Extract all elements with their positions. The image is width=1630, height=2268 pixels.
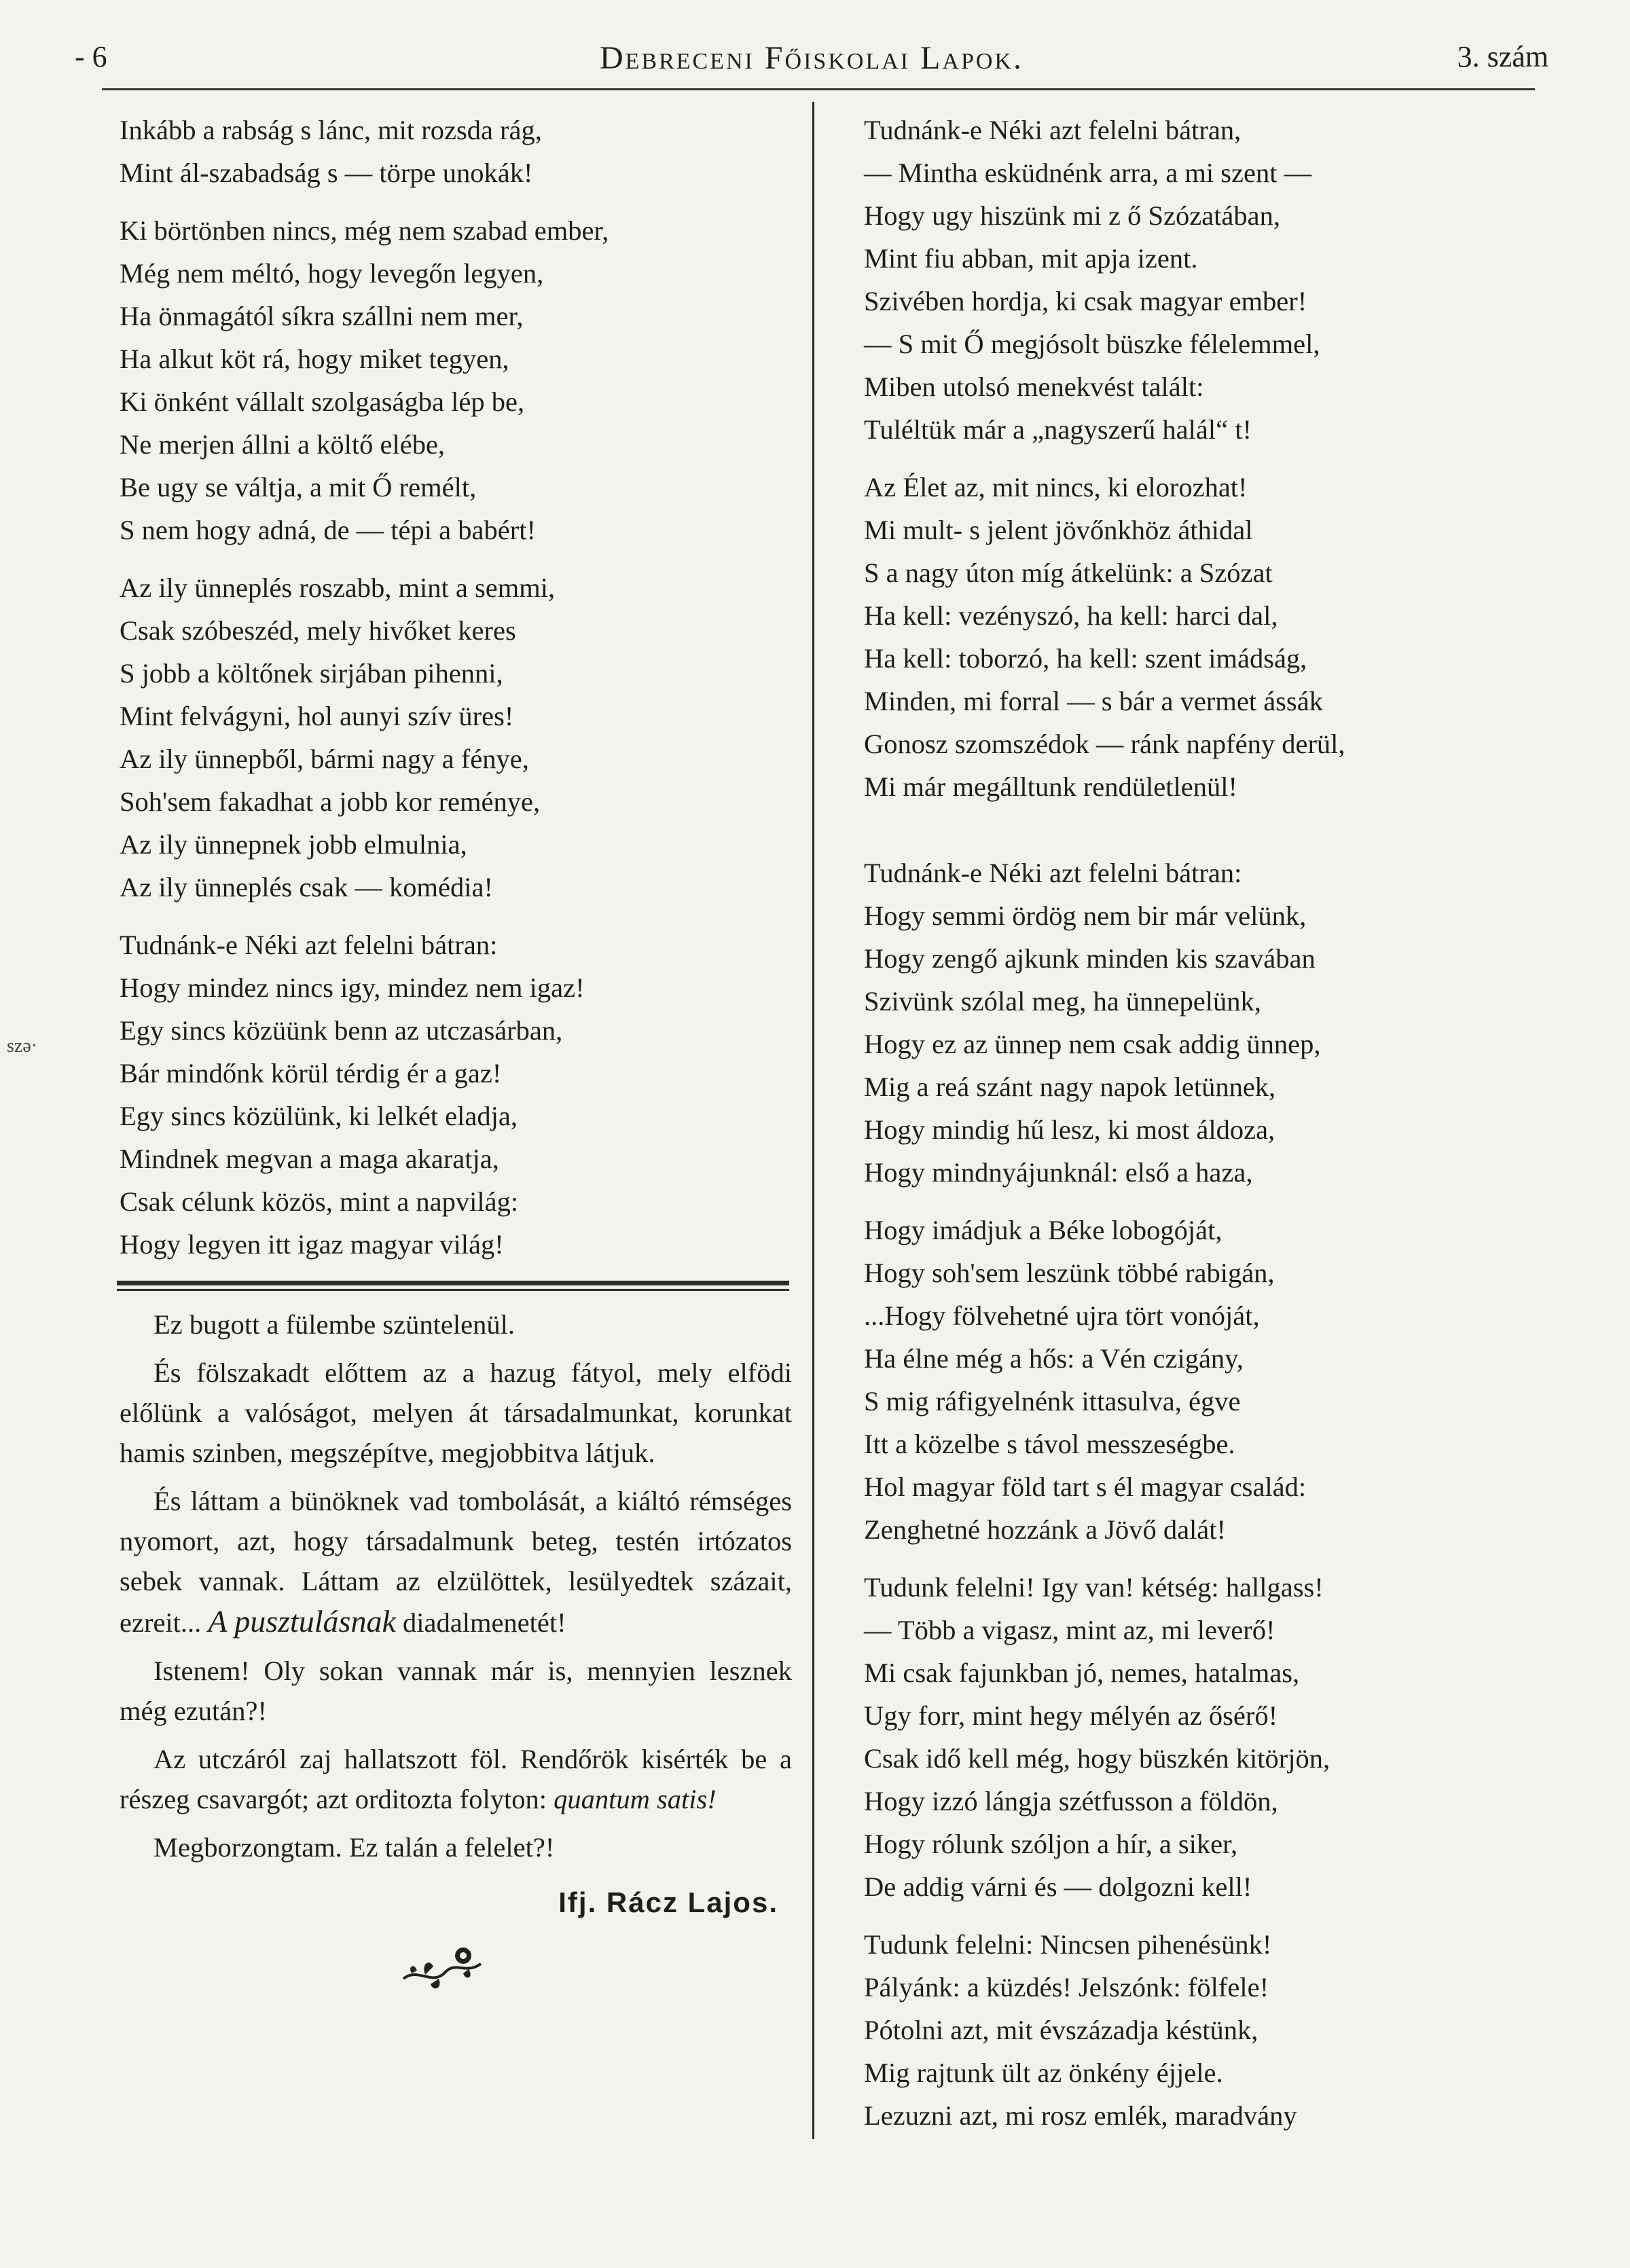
poem-line: S a nagy úton míg átkelünk: a Szózat — [864, 557, 1273, 588]
paragraph — [120, 1481, 792, 1643]
poem-line: Mig a reá szánt nagy napok letünnek, — [864, 1072, 1276, 1102]
journal-title: Debreceni Főiskolai Lapok. — [599, 40, 1024, 76]
poem-line: Ne merjen állni a költő elébe, — [120, 429, 446, 460]
poem-line: S nem hogy adná, de — tépi a babért! — [120, 515, 536, 545]
prose-section — [120, 1304, 792, 1867]
poem-line: Szivünk szólal meg, ha ünnepelünk, — [864, 986, 1261, 1017]
poem-line: Hol magyar föld tart s él magyar család: — [864, 1471, 1307, 1502]
poem-line: De addig várni és — dolgozni kell! — [864, 1871, 1252, 1902]
poem-line: Ha önmagától síkra szállni nem mer, — [120, 301, 524, 331]
poem-line: Ha élne még a hős: a Vén czigány, — [864, 1343, 1244, 1374]
poem-line: ...Hogy fölvehetné ujra tört vonóját, — [864, 1300, 1260, 1331]
poem-line: Hogy izzó lángja szétfusson a földön, — [864, 1786, 1278, 1816]
header-rule — [102, 88, 1535, 90]
left-column — [120, 109, 792, 1997]
paragraph: És fölszakadt előttem az a hazug fátyol, mely elfödi előlünk a valóságot, melyen át társadalmunkat, korunkat hamis szinben, megszépítve, megjobbitva látjuk. — [120, 1357, 792, 1468]
poem-line: Hogy mindez nincs igy, mindez nem igaz! — [120, 972, 585, 1003]
poem-stanza — [120, 923, 792, 1266]
poem-line: Mi mult- s jelent jövőnkhöz áthidal — [864, 515, 1253, 545]
poem-line: Pótolni azt, mit évszázadja késtünk, — [864, 2015, 1258, 2045]
poem-line: Tudunk felelni: Nincsen pihenésünk! — [864, 1929, 1272, 1960]
poem-line: Tudunk felelni! Igy van! kétség: hallgass! — [864, 1572, 1324, 1603]
issue-number: 3. szám — [1457, 40, 1548, 73]
poem-line: Gonosz szomszédok — ránk napfény derül, — [864, 729, 1345, 759]
section-divider — [117, 1281, 789, 1291]
poem-line: Az ily ünneplés roszabb, mint a semmi, — [120, 572, 556, 603]
poem-line: Ha alkut köt rá, hogy miket tegyen, — [120, 344, 509, 374]
poem-line: Hogy ez az ünnep nem csak addig ünnep, — [864, 1029, 1321, 1059]
poem-stanza — [864, 1209, 1516, 1551]
poem-line: Lezuzni azt, mi rosz emlék, maradvány — [864, 2100, 1297, 2131]
poem-line: Tuléltük már a „nagyszerű halál“ t! — [864, 414, 1252, 445]
paragraph-text: diadalmenetét! — [403, 1607, 566, 1638]
poem-line: Mint ál-szabadság s — törpe unokák! — [120, 158, 533, 188]
paragraph: Istenem! Oly sokan vannak már is, mennyien lesznek még ezután?! — [120, 1656, 792, 1726]
poem-line: Az ily ünnepből, bármi nagy a fénye, — [120, 744, 529, 774]
poem-stanza — [864, 109, 1516, 451]
poem-stanza — [864, 1566, 1516, 1908]
poem-line: Mig rajtunk ült az önkény éjjele. — [864, 2057, 1223, 2088]
poem-line: Inkább a rabság s lánc, mit rozsda rág, — [120, 115, 542, 145]
poem-line: Csak idő kell még, hogy büszkén kitörjön, — [864, 1743, 1330, 1774]
margin-annotation: szə· — [7, 1036, 38, 1057]
poem-line: Hogy soh'sem leszünk többé rabigán, — [864, 1258, 1275, 1288]
poem-line: — Több a vigasz, mint az, mi leverő! — [864, 1615, 1275, 1645]
poem-line: Miben utolsó menekvést talált: — [864, 371, 1204, 402]
poem-line: Mint felvágyni, hol aunyi szív üres! — [120, 701, 514, 731]
page-number: - 6 — [75, 40, 107, 73]
poem-stanza — [120, 109, 792, 194]
poem-stanza — [864, 1923, 1516, 2137]
paragraph: Ez bugott a fülembe szüntelenül. — [153, 1309, 515, 1340]
poem-line: Mint fiu abban, mit apja izent. — [864, 243, 1198, 274]
poem-line: Ugy forr, mint hegy mélyén az ősérő! — [864, 1700, 1278, 1731]
poem-line: Hogy ugy hiszünk mi z ő Szózatában, — [864, 200, 1280, 231]
poem-stanza — [120, 209, 792, 551]
poem-stanza — [864, 852, 1516, 1194]
poem-line: Hogy legyen itt igaz magyar világ! — [120, 1229, 504, 1260]
poem-line: Mi csak fajunkban jó, nemes, hatalmas, — [864, 1658, 1300, 1688]
poem-line: Minden, mi forral — s bár a vermet ássák — [864, 686, 1323, 716]
poem-stanza — [864, 466, 1516, 808]
italic-phrase: A pusztulásnak — [208, 1604, 396, 1639]
poem-line: Itt a közelbe s távol messzeségbe. — [864, 1429, 1235, 1459]
poem-line: Csak szóbeszéd, mely hivőket keres — [120, 615, 516, 646]
poem-line: Soh'sem fakadhat a jobb kor reménye, — [120, 786, 541, 817]
paragraph-text: Az utczáról zaj hallatszott föl. Rendőrök kisérték be a részeg csavargót; azt orditozta folyton: — [120, 1744, 792, 1814]
poem-line: Hogy mindnyájunknál: első a haza, — [864, 1157, 1253, 1188]
poem-stanza — [120, 566, 792, 909]
running-head — [75, 33, 1548, 80]
poem-line: Hogy mindig hű lesz, ki most áldoza, — [864, 1114, 1275, 1145]
poem-line: Az ily ünneplés csak — komédia! — [120, 872, 493, 902]
poem-line: S jobb a költőnek sirjában pihenni, — [120, 658, 503, 689]
poem-line: Még nem méltó, hogy levegőn legyen, — [120, 258, 544, 289]
poem-line: Mi már megálltunk rendületlenül! — [864, 771, 1237, 802]
poem-line: Hogy semmi ördög nem bir már velünk, — [864, 900, 1307, 931]
poem-line: Ki önként vállalt szolgaságba lép be, — [120, 386, 525, 417]
right-column — [864, 109, 1516, 2137]
paragraph — [120, 1739, 792, 1819]
poem-line: Pályánk: a küzdés! Jelszónk: fölfele! — [864, 1972, 1269, 2002]
poem-line: — Mintha esküdnénk arra, a mi szent — — [864, 158, 1312, 188]
poem-line: Csak célunk közös, mint a napvilág: — [120, 1186, 519, 1217]
poem-line: Zenghetné hozzánk a Jövő dalát! — [864, 1514, 1227, 1545]
italic-phrase: quantum satis! — [554, 1784, 717, 1814]
poem-line: Az Élet az, mit nincs, ki elorozhat! — [864, 472, 1248, 502]
poem-line: Tudnánk-e Néki azt felelni bátran, — [864, 115, 1242, 145]
poem-line: Szivében hordja, ki csak magyar ember! — [864, 286, 1307, 316]
poem-line: Tudnánk-e Néki azt felelni bátran: — [864, 858, 1242, 888]
poem-line: Ha kell: toborzó, ha kell: szent imádság, — [864, 643, 1307, 674]
paragraph: Megborzongtam. Ez talán a felelet?! — [153, 1832, 555, 1863]
poem-line: Ki börtönben nincs, még nem szabad ember, — [120, 215, 609, 246]
poem-line: — S mit Ő megjósolt büszke félelemmel, — [864, 329, 1320, 359]
poem-line: Hogy imádjuk a Béke lobogóját, — [864, 1215, 1222, 1245]
floral-ornament-icon — [398, 1939, 486, 1994]
poem-line: Egy sincs közüünk benn az utczasárban, — [120, 1015, 563, 1046]
poem-line: Mindnek megvan a maga akaratja, — [120, 1144, 499, 1174]
poem-line: Be ugy se váltja, a mit Ő remélt, — [120, 472, 477, 502]
poem-line: Bár mindőnk körül térdig ér a gaz! — [120, 1058, 502, 1089]
poem-line: Tudnánk-e Néki azt felelni bátran: — [120, 930, 498, 960]
poem-line: Ha kell: vezényszó, ha kell: harci dal, — [864, 600, 1278, 631]
paragraph-text: És láttam a bünöknek vad tombolását, a kiáltó rémséges nyomort, azt, hogy társadalmunk beteg, testén irtózatos sebek vannak. Láttam az elzülöttek, lesülyedtek százait, ezreit... — [120, 1486, 792, 1638]
author-signature: Ifj. Rácz Lajos. — [558, 1886, 778, 1918]
column-divider — [812, 102, 814, 2139]
poem-line: Egy sincs közülünk, ki lelkét eladja, — [120, 1101, 518, 1131]
poem-line: Hogy zengő ajkunk minden kis szavában — [864, 943, 1316, 974]
poem-line: S mig ráfigyelnénk ittasulva, égve — [864, 1386, 1241, 1416]
poem-line: Hogy rólunk szóljon a hír, a siker, — [864, 1829, 1238, 1859]
poem-line: Az ily ünnepnek jobb elmulnia, — [120, 829, 467, 860]
